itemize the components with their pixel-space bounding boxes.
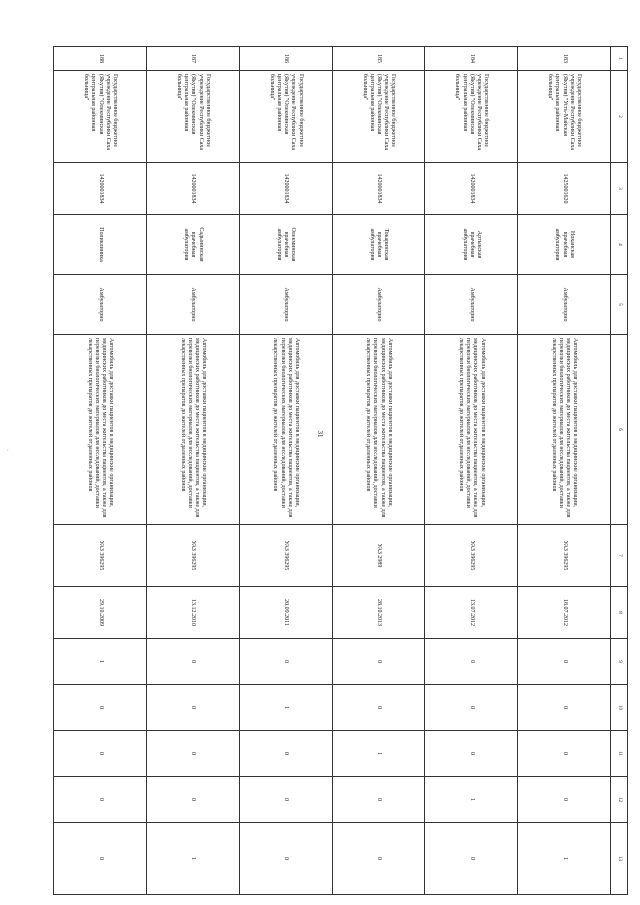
col-number: 13: [611, 823, 628, 895]
purpose-cell: Автомобиль для доставки пациентов в медицинские организации, медицинских работников до места жительства пациентов, а также для перевозки биологических материалов для исследований, доставки лекарственных препаратов до жителей отдаленных районов: [239, 335, 332, 525]
col-number: 3: [611, 163, 628, 215]
col-number: 5: [611, 275, 628, 335]
value-cell: 1: [239, 685, 332, 731]
value-cell: 0: [332, 777, 425, 823]
col-number: 7: [611, 525, 628, 587]
value-cell: 0: [54, 823, 147, 895]
row-number: 187: [146, 47, 239, 71]
page-number: 31: [316, 430, 324, 438]
value-cell: 0: [518, 685, 611, 731]
unit-cell: Токаринская врачебная амбулатория: [332, 215, 425, 275]
unit-cell: Поликлиника: [54, 215, 147, 275]
value-cell: 1: [425, 777, 518, 823]
value-cell: 0: [518, 777, 611, 823]
unit-cell: Садынинская врачебная амбулатория: [146, 215, 239, 275]
scan-mark: ·: [4, 449, 10, 451]
value-cell: 0: [54, 731, 147, 777]
date-cell: 13.07.2012: [425, 587, 518, 639]
value-cell: 0: [54, 777, 147, 823]
col-number: 12: [611, 777, 628, 823]
table-row: [239, 47, 332, 895]
organization-cell: Государственное бюджетное учреждение Республики Саха (Якутия) "Усть-Майская центральная районная больница": [518, 71, 611, 163]
type-cell: Амбулаторно: [425, 275, 518, 335]
value-cell: 0: [146, 639, 239, 685]
purpose-cell: Автомобиль для доставки пациентов в медицинские организации, медицинских работников до места жительства пациентов, а также для перевозки биологических материалов для исследований, доставки лекарственных препаратов до жителей отдаленных районов: [146, 335, 239, 525]
value-cell: 0: [146, 777, 239, 823]
organization-cell: Государственное бюджетное учреждение Республики Саха (Якутия) "Олекминская центральная районная больница": [146, 71, 239, 163]
code-cell: 1420001834: [54, 163, 147, 215]
table-row: [425, 47, 518, 895]
unit-cell: Ноханская врачебная амбулатория: [518, 215, 611, 275]
unit-cell: Олекминская врачебная амбулатория: [239, 215, 332, 275]
date-cell: 29.10.2009: [54, 587, 147, 639]
table-frame: [53, 46, 628, 890]
value-cell: 1: [54, 639, 147, 685]
vehicle-table: [53, 46, 628, 895]
organization-cell: Государственное бюджетное учреждение Республики Саха (Якутия) "Олекминская центральная районная больница": [54, 71, 147, 163]
col-number: 11: [611, 731, 628, 777]
col-number: 9: [611, 639, 628, 685]
purpose-cell: Автомобиль для доставки пациентов в медицинские организации, медицинских работников до места жительства пациентов, а также для перевозки биологических материалов для исследований, доставки лекарственных препаратов до жителей отдаленных районов: [518, 335, 611, 525]
code-cell: 1420001834: [332, 163, 425, 215]
type-cell: Амбулаторно: [146, 275, 239, 335]
value-cell: 0: [239, 823, 332, 895]
model-cell: УАЗ 396295: [54, 525, 147, 587]
value-cell: 0: [332, 639, 425, 685]
date-cell: 13.12.2010: [146, 587, 239, 639]
purpose-cell: Автомобиль для доставки пациентов в медицинские организации, медицинских работников до места жительства пациентов, а также для перевозки биологических материалов для исследований, доставки лекарственных препаратов до жителей отдаленных районов: [54, 335, 147, 525]
value-cell: 0: [146, 731, 239, 777]
organization-cell: Государственное бюджетное учреждение Республики Саха (Якутия) "Олекминская центральная районная больница": [425, 71, 518, 163]
organization-cell: Государственное бюджетное учреждение Республики Саха (Якутия) "Олекминская центральная районная больница": [239, 71, 332, 163]
code-cell: 1420001834: [239, 163, 332, 215]
type-cell: Амбулаторно: [332, 275, 425, 335]
col-number: 6: [611, 335, 628, 525]
col-number: 4: [611, 215, 628, 275]
table-row: [332, 47, 425, 895]
value-cell: 0: [239, 777, 332, 823]
col-number: 2: [611, 71, 628, 163]
model-cell: УАЗ 396295: [518, 525, 611, 587]
row-number: 188: [54, 47, 147, 71]
row-number: 186: [239, 47, 332, 71]
value-cell: 0: [332, 823, 425, 895]
organization-cell: Государственное бюджетное учреждение Республики Саха (Якутия) "Олекминская центральная районная больница": [332, 71, 425, 163]
code-cell: 1425001620: [518, 163, 611, 215]
model-cell: УАЗ 396295: [425, 525, 518, 587]
value-cell: 0: [425, 639, 518, 685]
model-cell: УАЗ 2989: [332, 525, 425, 587]
code-cell: 1420001834: [425, 163, 518, 215]
model-cell: УАЗ 396295: [239, 525, 332, 587]
purpose-cell: Автомобиль для доставки пациентов в медицинские организации, медицинских работников до места жительства пациентов, а также для перевозки биологических материалов для исследований, доставки лекарственных препаратов до жителей отдаленных районов: [425, 335, 518, 525]
value-cell: 0: [54, 685, 147, 731]
row-number: 183: [518, 47, 611, 71]
value-cell: 0: [518, 639, 611, 685]
unit-cell: Артыкская врачебная амбулатория: [425, 215, 518, 275]
row-number: 184: [425, 47, 518, 71]
purpose-cell: Автомобиль для доставки пациентов в медицинские организации, медицинских работников до места жительства пациентов, а также для перевозки биологических материалов для исследований, доставки лекарственных препаратов до жителей отдаленных районов: [332, 335, 425, 525]
value-cell: 1: [332, 731, 425, 777]
value-cell: 0: [425, 685, 518, 731]
rotated-table-container: [53, 46, 628, 890]
type-cell: Амбулаторно: [54, 275, 147, 335]
value-cell: 0: [425, 823, 518, 895]
value-cell: 0: [425, 731, 518, 777]
column-number-row: [611, 47, 628, 895]
date-cell: 28.10.2013: [332, 587, 425, 639]
date-cell: 18.07.2012: [518, 587, 611, 639]
col-number: 8: [611, 587, 628, 639]
type-cell: Амбулаторно: [239, 275, 332, 335]
value-cell: 0: [239, 639, 332, 685]
table-row: [518, 47, 611, 895]
value-cell: 1: [146, 823, 239, 895]
value-cell: 0: [332, 685, 425, 731]
value-cell: 0: [239, 731, 332, 777]
col-number: 1: [611, 47, 628, 71]
table-row: [54, 47, 147, 895]
date-cell: 20.09.2011: [239, 587, 332, 639]
col-number: 10: [611, 685, 628, 731]
table-row: [146, 47, 239, 895]
type-cell: Амбулаторно: [518, 275, 611, 335]
value-cell: 0: [146, 685, 239, 731]
row-number: 185: [332, 47, 425, 71]
code-cell: 1420001834: [146, 163, 239, 215]
model-cell: УАЗ 396295: [146, 525, 239, 587]
value-cell: 0: [518, 731, 611, 777]
value-cell: 1: [518, 823, 611, 895]
